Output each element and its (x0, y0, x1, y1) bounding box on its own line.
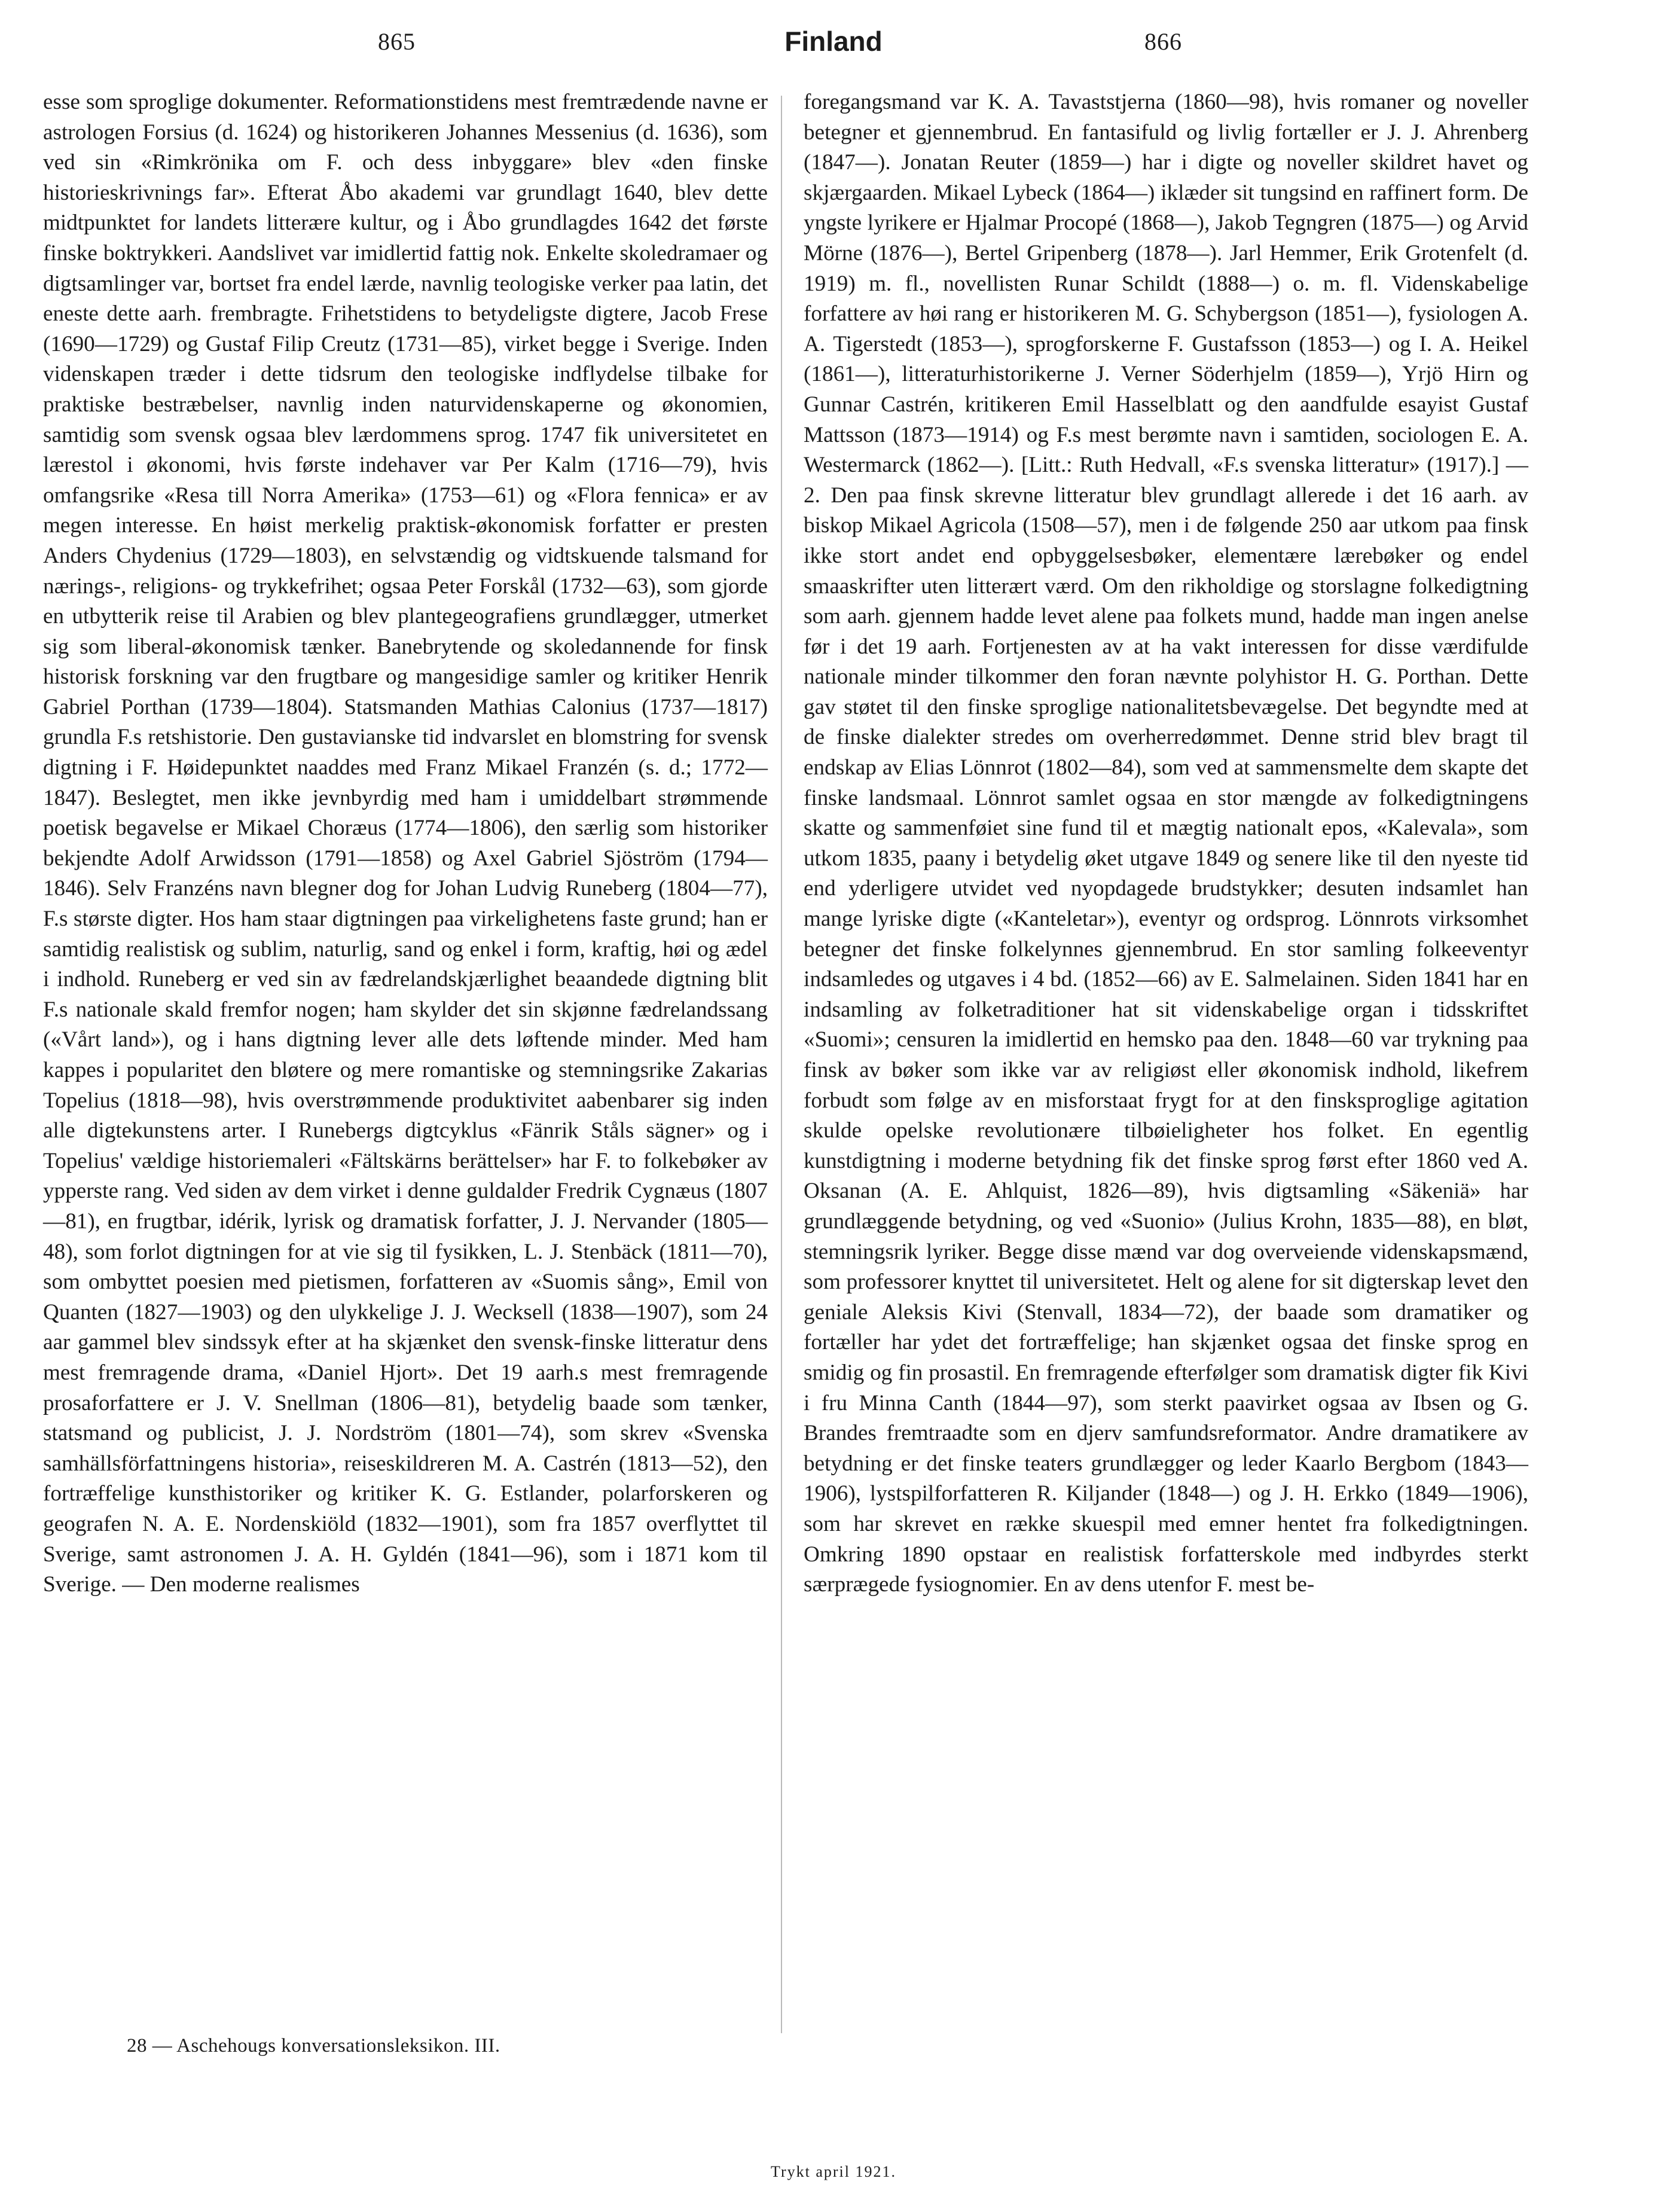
print-date: Trykt april 1921. (771, 2163, 896, 2180)
right-column (804, 87, 1528, 1600)
signature-line: 28 — Aschehougs konversationsleksikon. III. (127, 2035, 500, 2057)
left-page-number: 865 (378, 28, 416, 55)
column-divider (781, 96, 782, 2033)
left-column (43, 87, 768, 1600)
page-header (0, 28, 1667, 69)
running-title: Finland (784, 26, 883, 57)
left-column-text: esse som sproglige dokumenter. Reformationstidens mest fremtrædende navne er astrologen Forsius (d. 1624) og historikeren Johannes Messenius (d. 1636), som ved sin «Rimkrönika om F. och dess inbyggare» blev «den finske historieskrivnings far». Efterat Åbo akademi var grundlagt 1640, blev dette midtpunktet for landets litterære kultur, og i Åbo grundlagdes 1642 det første finske boktrykkeri. Aandslivet var imidlertid fattig nok. Enkelte skoledramaer og digtsamlinger var, bortset fra endel lærde, navnlig teologiske verker paa latin, det eneste dette aarh. frembragte. Frihetstidens to betydeligste digtere, Jacob Frese (1690—1729) og Gustaf Filip Creutz (1731—85), virket begge i Sverige. Inden videnskapen træder i dette tidsrum den teologiske indflydelse tilbake for praktiske bestræbelser, navnlig inden naturvidenskaperne og økonomien, samtidig som svensk ogsaa blev lærdommens sprog. 1747 fik universitetet en lærestol i økonomi, hvis første indehaver var Per Kalm (1716—79), hvis omfangsrike «Resa till Norra Amerika» (1753—61) og «Flora fennica» er av megen interesse. En høist merkelig praktisk-økonomisk forfatter er presten Anders Chydenius (1729—1803), en selvstændig og vidtskuende talsmand for nærings-, religions- og trykkefrihet; ogsaa Peter Forskål (1732—63), som gjorde en utbytterik reise til Arabien og blev plantegeografiens grundlægger, utmerket sig som liberal-økonomisk tænker. Banebrytende og skoledannende for finsk historisk forskning var den frugtbare og mangesidige samler og kritiker Henrik Gabriel Porthan (1739—1804). Statsmanden Mathias Calonius (1737—1817) grundla F.s retshistorie. Den gustavianske tid indvarslet en blomstring for svensk digtning i F. Høidepunktet naaddes med Franz Mikael Franzén (s. d.; 1772—1847). Beslegtet, men ikke jevnbyrdig med ham i umiddelbart strømmende poetisk begavelse er Mikael Choræus (1774—1806), den særlig som historiker bekjendte Adolf Arwidsson (1791—1858) og Axel Gabriel Sjöström (1794—1846). Selv Franzéns navn blegner dog for Johan Ludvig Runeberg (1804—77), F.s største digter. Hos ham staar digtningen paa virkelighetens faste grund; han er samtidig realistisk og sublim, naturlig, sand og enkel i form, kraftig, høi og ædel i indhold. Runeberg er ved sin av fædrelandskjærlighet beaandede digtning blit F.s nationale skald fremfor nogen; ham skylder det sin skjønne fædrelandssang («Vårt land»), og i hans digtning lever alle dets løftende minder. Med ham kappes i popularitet den bløtere og mere romantiske og stemningsrike Zakarias Topelius (1818—98), hvis overstrømmende produktivitet aabenbarer sig inden alle digtekunstens arter. I Runebergs digtcyklus «Fänrik Ståls sägner» og i Topelius' vældige historiemaleri «Fältskärns berättelser» har F. to folkebøker av ypperste rang. Ved siden av dem virket i denne guldalder Fredrik Cygnæus (1807—81), en frugtbar, idérik, lyrisk og dramatisk forfatter, J. J. Nervander (1805—48), som forlot digtningen for at vie sig til fysikken, L. J. Stenbäck (1811—70), som ombyttet poesien med pietismen, forfatteren av «Suomis sång», Emil von Quanten (1827—1903) og den ulykkelige J. J. Wecksell (1838—1907), som 24 aar gammel blev sindssyk efter at ha skjænket den svensk-finske litteratur dens mest fremragende drama, «Daniel Hjort». Det 19 aarh.s mest fremragende prosaforfattere er J. V. Snellman (1806—81), betydelig baade som tænker, statsmand og publicist, J. J. Nordström (1801—74), som skrev «Svenska samhällsförfattningens historia», reiseskildreren M. A. Castrén (1813—52), den fortræffelige kunsthistoriker og kritiker K. G. Estlander, polarforskeren og geografen N. A. E. Nordenskiöld (1832—1901), som fra 1857 overflyttet til Sverige, samt astronomen J. A. H. Gyldén (1841—96), som i 1871 kom til Sverige. — Den moderne realismes (43, 90, 768, 1597)
right-page-number: 866 (1144, 28, 1182, 55)
right-column-text: foregangsmand var K. A. Tavaststjerna (1860—98), hvis romaner og noveller betegner et gjennembrud. En fantasifuld og livlig fortæller er J. J. Ahrenberg (1847—). Jonatan Reuter (1859—) har i digte og noveller skildret havet og skjærgaarden. Mikael Lybeck (1864—) iklæder sit tungsind en raffinert form. De yngste lyrikere er Hjalmar Procopé (1868—), Jakob Tegngren (1875—) og Arvid Mörne (1876—), Bertel Gripenberg (1878—). Jarl Hemmer, Erik Grotenfelt (d. 1919) m. fl., novellisten Runar Schildt (1888—) o. m. fl. Videnskabelige forfattere av høi rang er historikeren M. G. Schybergson (1851—), fysiologen A. A. Tigerstedt (1853—), sprogforskerne F. Gustafsson (1853—) og I. A. Heikel (1861—), litteraturhistorikerne J. Verner Söderhjelm (1859—), Yrjö Hirn og Gunnar Castrén, kritikeren Emil Hasselblatt og den aandfulde esayist Gustaf Mattsson (1873—1914) og F.s mest berømte navn i samtiden, sociologen E. A. Westermarck (1862—). [Litt.: Ruth Hedvall, «F.s svenska litteratur» (1917).] — 2. Den paa finsk skrevne litteratur blev grundlagt allerede i det 16 aarh. av biskop Mikael Agricola (1508—57), men i de følgende 250 aar utkom paa finsk ikke stort andet end opbyggelsesbøker, elementære lærebøker og endel smaaskrifter uten litterært værd. Om den rikholdige og storslagne folkedigtning som aarh. gjennem hadde levet alene paa folkets mund, hadde man ingen anelse før i det 19 aarh. Fortjenesten av at ha vakt interessen for disse værdifulde nationale minder tilkommer den foran nævnte polyhistor H. G. Porthan. Dette gav støtet til den finske sproglige nationalitetsbevægelse. Det begyndte med at de finske dialekter stredes om overherredømmet. Denne strid blev bragt til endskap av Elias Lönnrot (1802—84), som ved at sammensmelte dem skapte det finske landsmaal. Lönnrot samlet ogsaa en stor mængde av folkedigtningens skatte og sammenføiet sine fund til et mægtig nationalt epos, «Kalevala», som utkom 1835, paany i betydelig øket utgave 1849 og senere like til den nyeste tid end yderligere utvidet ved nyopdagede brudstykker; desuten indsamlet han mange lyriske digte («Kanteletar»), eventyr og ordsprog. Lönnrots virksomhet betegner det finske folkelynnes gjennembrud. En stor samling folkeeventyr indsamledes og utgaves i 4 bd. (1852—66) av E. Salmelainen. Siden 1841 har en indsamling av folketraditioner hat sit videnskabelige organ i tidsskriftet «Suomi»; censuren la imidlertid en hemsko paa den. 1848—60 var trykning paa finsk av bøker som ikke var av religiøst eller økonomisk indhold, likefrem forbudt som følge av en misforstaat frygt for at den finsksproglige agitation skulde opelske revolutionære tilbøieligheter hos folket. En egentlig kunstdigtning i moderne betydning fik det finske sprog først efter 1860 ved A. Oksanan (A. E. Ahlquist, 1826—89), hvis digtsamling «Säkeniä» har grundlæggende betydning, og ved «Suonio» (Julius Krohn, 1835—88), en bløt, stemningsrik lyriker. Begge disse mænd var dog overveiende videnskapsmænd, som professorer knyttet til universitetet. Helt og alene for sit digterskap levet den geniale Aleksis Kivi (Stenvall, 1834—72), der baade som dramatiker og fortæller har ydet det fortræffelige; han skjænket ogsaa det finske sprog en smidig og fin prosastil. En fremragende efterfølger som dramatisk digter fik Kivi i fru Minna Canth (1844—97), som sterkt paavirket ogsaa av Ibsen og G. Brandes fremtraadte som en djerv samfundsreformator. Andre dramatikere av betydning er det finske teaters grundlægger og leder Kaarlo Bergbom (1843—1906), lystspilforfatteren R. Kiljander (1848—) og J. H. Erkko (1849—1906), som har skrevet en række skuespil med emner hentet fra folkedigtningen. Omkring 1890 opstaar en realistisk forfatterskole med indbyrdes sterkt særprægede fysiognomier. En av dens utenfor F. mest be- (804, 90, 1528, 1597)
